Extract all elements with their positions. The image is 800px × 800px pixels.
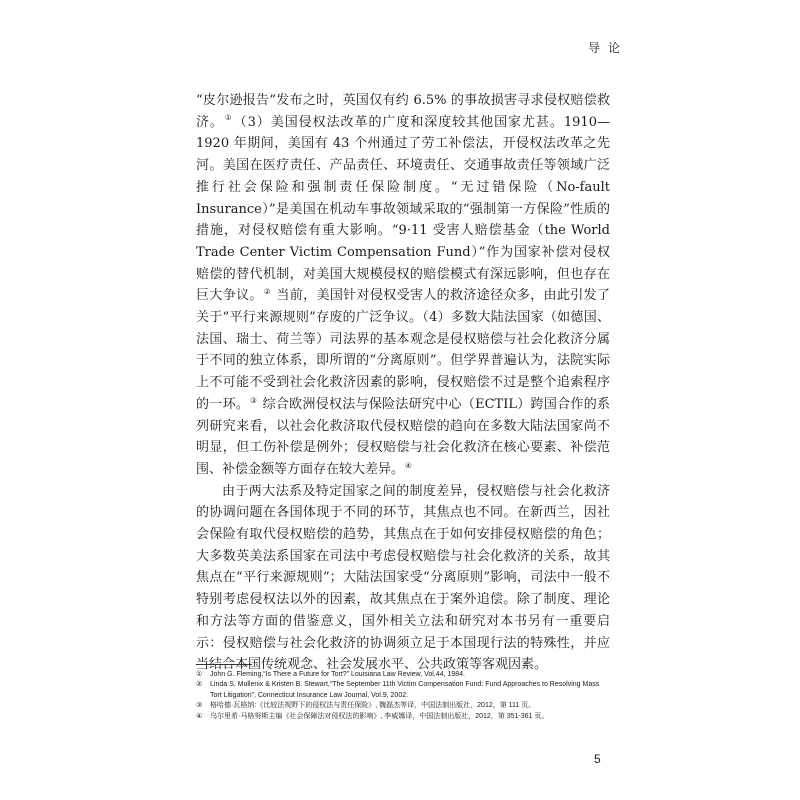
footnote-reference: ④ (405, 460, 412, 470)
text-segment: 当前，美国针对侵权受害人的救济途径众多，由此引发了关于“平行来源规则”存废的广泛争议。（4）多数大陆法国家（如德国、法国、瑞士、荷兰等）司法界的基本观念是侵权赔偿与社会化救济分属于不同的独立体系，即所谓的“分离原则”。但学界普遍认为，法院实际上不可能不受到社会化救济因素的影响，侵权赔偿不过是整个追索程序的一环。 (196, 288, 610, 412)
footnote-marker: ④ (196, 712, 203, 720)
running-header: 导论 (587, 41, 628, 55)
body-paragraph (196, 90, 610, 481)
footnote-list (196, 670, 610, 722)
footnote-text: 乌尔里希·马格努斯主编《社会保障法对侵权法的影响》, 李威娜译，中国法制出版社，2012，第 351-361 页。 (210, 712, 549, 720)
footnote (196, 670, 610, 680)
footnote-reference: ① (224, 113, 233, 123)
body-paragraph (196, 481, 610, 676)
footnote-reference: ③ (250, 395, 258, 405)
footnote-marker: ① (196, 671, 203, 678)
footnote-reference: ② (263, 287, 271, 296)
text-segment: （3）美国侵权法改革的广度和深度较其他国家尤甚。1910—1920 年期间，美国有 43 个州通过了劳工补偿法，开侵权法改革之先河。美国在医疗责任、产品责任、环境责任、交通事故责任等领域广泛推行社会保险和强制责任保险制度。“无过错保险（No-fault Insurance）”是美国在机动车事故领域采取的“强制第一方保险”性质的措施，对侵权赔偿有重大影响。“9·11 受害人赔偿基金（the World Trade Center Victim Compensation Fund）”作为国家补偿对侵权赔偿的替代机制，对美国大规模侵权的赔偿模式有深远影响，但也存在巨大争议。 (196, 114, 610, 304)
page-number: 5 (594, 752, 601, 766)
text-segment: 由于两大法系及特定国家之间的制度差异，侵权赔偿与社会化救济的协调问题在各国体现于不同的环节，其焦点也不同。在新西兰，因社会保险有取代侵权赔偿的趋势，其焦点在于如何安排侵权赔偿的角色；大多数英美法系国家在司法中考虑侵权赔偿与社会化救济的关系，故其焦点在“平行来源规则”；大陆法国家受“分离原则”影响，司法中一般不特别考虑侵权法以外的因素，故其焦点在于案外追偿。除了制度、理论和方法等方面的借鉴意义，国外相关立法和研究对本书另有一重要启示：侵权赔偿与社会化救济的协调须立足于本国现行法的特殊性，并应当结合本国传统观念、社会发展水平、公共政策等客观因素。 (196, 483, 610, 673)
footnote (196, 680, 610, 701)
footnote-divider (196, 664, 252, 665)
footnote (196, 701, 610, 711)
text-segment: 综合欧洲侵权法与保险法研究中心（ECTIL）跨国合作的系列研究来看，以社会化救济取代侵权赔偿的趋向在多数大陆法国家尚不明显，但工伤补偿是例外；侵权赔偿与社会化救济在核心要素、补偿范围、补偿金额等方面存在较大差异。 (196, 396, 610, 477)
text-segment: “皮尔逊报告”发布之时，英国仅有约 6.5% 的事故损害寻求侵权赔偿救济。 (196, 93, 610, 130)
footnote-text: Linda S. Mullenix & Kristen B. Stewart,“The September 11th Victim Compensation Fund: Fund Approaches to Resolving Mass Tort Litigation”, Connecticut Insurance Law Journal, Vol.9, 2002. (210, 681, 600, 699)
footnote (196, 712, 610, 722)
footnote-marker: ② (196, 681, 203, 689)
footnote-text: 格哈德·瓦格纳:《比较法视野下的侵权法与责任保险》, 魏磊杰等译，中国法制出版社，2012，第 111 页。 (210, 702, 536, 710)
footnote-text: John G. Fleming,“Is There a Future for Tort?” Louisiana Law Review, Vol.44, 1984. (210, 671, 465, 678)
footnote-marker: ③ (196, 702, 203, 710)
main-text (196, 90, 610, 676)
